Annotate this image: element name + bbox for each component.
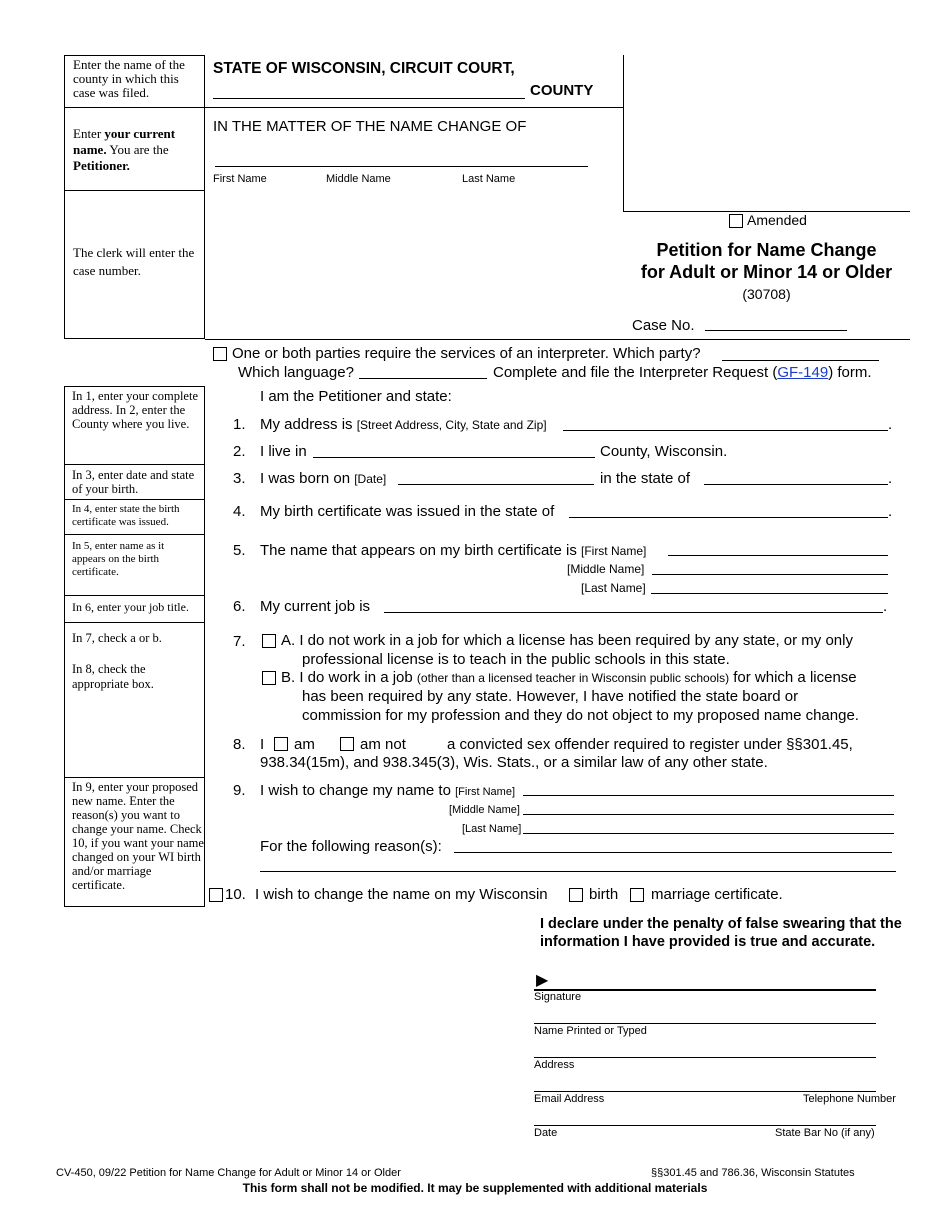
item-10-text: I wish to change the name on my Wisconsin: [255, 886, 548, 903]
amended-checkbox[interactable]: [729, 214, 743, 228]
period: .: [883, 598, 888, 615]
item-number: 9.: [233, 782, 246, 799]
item-5-text: The name that appears on my birth certificate is [First Name]: [260, 542, 647, 559]
item-number: 3.: [233, 470, 246, 487]
period: .: [888, 470, 893, 487]
hint-items-1-2: In 1, enter your complete address. In 2, enter the County where you live.: [72, 389, 198, 431]
item-number: 5.: [233, 542, 246, 559]
item-number: 7.: [233, 633, 246, 650]
divider: [64, 622, 205, 623]
hint-items-9-10: In 9, enter your proposed new name. Enter the reason(s) you want to change your name. Check 10, if you want your name changed on your WI birth and/or marriage certificate.: [72, 780, 204, 892]
footer-form-id: CV-450, 09/22 Petition for Name Change for Adult or Minor 14 or Older: [56, 1167, 401, 1179]
case-no-field[interactable]: [705, 330, 847, 331]
divider: [205, 107, 623, 108]
last-name-label: Last Name: [462, 173, 516, 185]
case-no-label: Case No.: [632, 317, 695, 334]
option-7b-line3: commission for my profession and they do not object to my proposed name change.: [302, 707, 859, 724]
interpreter-line2: Complete and file the Interpreter Request (GF-149) form.: [493, 364, 872, 381]
form-title-line1: Petition for Name Change: [656, 240, 877, 260]
divider: [64, 777, 205, 778]
option-7a-line2: professional license is to teach in the public schools in this state.: [302, 651, 730, 668]
bar-no-label: State Bar No (if any): [775, 1127, 875, 1139]
item-2-suffix: County, Wisconsin.: [600, 443, 728, 460]
period: .: [888, 503, 893, 520]
am-not-checkbox[interactable]: [340, 737, 354, 751]
am-checkbox[interactable]: [274, 737, 288, 751]
hint-item-6: In 6, enter your job title.: [72, 600, 189, 614]
item-3-mid: in the state of: [600, 470, 691, 487]
option-7a-checkbox[interactable]: [262, 634, 276, 648]
divider: [64, 464, 205, 465]
hint-item-5: In 5, enter name as it appears on the birth certificate.: [72, 540, 165, 578]
intro-statement: I am the Petitioner and state:: [260, 388, 452, 405]
birth-last-name-field[interactable]: [651, 593, 888, 594]
reasons-label: For the following reason(s):: [260, 838, 442, 855]
birth-certificate-checkbox[interactable]: [569, 888, 583, 902]
hint-item-3: In 3, enter date and state of your birth.: [72, 468, 195, 496]
item-3-text: I was born on [Date]: [260, 470, 387, 487]
marriage-certificate-checkbox[interactable]: [630, 888, 644, 902]
date-label: Date: [534, 1127, 558, 1139]
divider: [623, 55, 624, 211]
hint-item-4: In 4, enter state the birth certificate was issued.: [72, 503, 180, 528]
first-name-label: First Name: [213, 173, 267, 185]
hint-county: Enter the name of the county in which this case was filed.: [73, 57, 185, 100]
item-number: 2.: [233, 443, 246, 460]
item-4-text: My birth certificate was issued in the state of: [260, 503, 555, 520]
last-name-hint: [Last Name]: [581, 581, 646, 595]
name-printed-field[interactable]: [534, 1023, 876, 1024]
birth-middle-name-field[interactable]: [652, 574, 888, 575]
email-label: Email Address: [534, 1093, 605, 1105]
hint-item-7: In 7, check a or b.: [72, 631, 162, 645]
item-number: 6.: [233, 598, 246, 615]
item-1-text: My address is [Street Address, City, State and Zip]: [260, 416, 547, 433]
interpreter-checkbox[interactable]: [213, 347, 227, 361]
divider: [64, 190, 205, 191]
interpreter-line1: One or both parties require the services of an interpreter. Which party?: [232, 345, 701, 362]
birth-label: birth: [589, 886, 619, 903]
marriage-label: marriage certificate.: [651, 886, 783, 903]
county-label: COUNTY: [530, 82, 594, 99]
item-number: 4.: [233, 503, 246, 520]
birth-first-name-field[interactable]: [668, 555, 888, 556]
interpreter-party-field[interactable]: [722, 360, 879, 361]
petitioner-name-field[interactable]: [215, 166, 588, 167]
middle-name-hint: [Middle Name]: [567, 562, 645, 576]
which-language-label: Which language?: [238, 364, 354, 381]
item-10-checkbox[interactable]: [209, 888, 223, 902]
new-first-name-field[interactable]: [523, 795, 894, 796]
hint-petitioner: Enter your current name. You are the Petitioner.: [73, 126, 176, 173]
divider: [64, 595, 205, 596]
matter-title: IN THE MATTER OF THE NAME CHANGE OF: [213, 118, 527, 135]
last-name-hint: [Last Name]: [462, 823, 522, 835]
date-bar-field[interactable]: [534, 1125, 876, 1126]
divider: [64, 499, 205, 500]
reasons-field-line1[interactable]: [454, 852, 892, 853]
signature-label: Signature: [534, 991, 582, 1003]
option-7b-line2: has been required by any state. However, I have notified the state board or: [302, 688, 799, 705]
option-7b-line1: B. I do work in a job (other than a licensed teacher in Wisconsin public schools) for which a license: [281, 669, 857, 686]
declaration: I declare under the penalty of false swearing that the information I have provided is true and accurate.: [540, 916, 902, 950]
county-of-residence-field[interactable]: [313, 457, 595, 458]
am-label: am: [294, 736, 315, 753]
county-field[interactable]: [213, 98, 525, 99]
item-6-text: My current job is: [260, 598, 371, 615]
court-name: STATE OF WISCONSIN, CIRCUIT COURT,: [213, 60, 515, 77]
telephone-label: Telephone Number: [803, 1093, 896, 1105]
amended-label: Amended: [747, 212, 807, 228]
signature-field[interactable]: [534, 989, 876, 991]
hint-case-number: The clerk will enter the case number.: [73, 245, 195, 278]
hint-item-8: In 8, check the appropriate box.: [72, 662, 154, 691]
new-last-name-field[interactable]: [523, 833, 894, 834]
option-7b-checkbox[interactable]: [262, 671, 276, 685]
certificate-state-field[interactable]: [569, 517, 888, 518]
reasons-field-line2[interactable]: [260, 871, 896, 872]
email-phone-field[interactable]: [534, 1091, 876, 1092]
item-9-text: I wish to change my name to [First Name]: [260, 782, 516, 799]
divider: [205, 339, 910, 340]
arrow-icon: ▶: [536, 972, 549, 989]
form-title-line2: for Adult or Minor 14 or Older: [640, 262, 893, 282]
item-8-i: I: [260, 736, 265, 753]
item-number: 10.: [225, 886, 246, 903]
name-printed-label: Name Printed or Typed: [534, 1025, 647, 1037]
item-8-line2: 938.34(15m), and 938.345(3), Wis. Stats., or a similar law of any other state.: [260, 754, 768, 771]
item-8-line1: a convicted sex offender required to register under §§301.45,: [447, 736, 853, 753]
divider: [64, 107, 205, 108]
address-signature-field[interactable]: [534, 1057, 876, 1058]
middle-name-hint: [Middle Name]: [449, 804, 520, 816]
new-middle-name-field[interactable]: [523, 814, 894, 815]
option-7a-line1: A. I do not work in a job for which a license has been required by any state, or my only: [281, 632, 853, 649]
divider: [64, 534, 205, 535]
birth-state-field[interactable]: [704, 484, 888, 485]
form-code: (30708): [742, 286, 791, 302]
footer-statutes: §§301.45 and 786.36, Wisconsin Statutes: [651, 1167, 855, 1179]
birth-date-field[interactable]: [398, 484, 594, 485]
gf-149-link[interactable]: GF-149: [777, 364, 829, 381]
period: .: [888, 416, 893, 433]
am-not-label: am not: [360, 736, 406, 753]
item-number: 8.: [233, 736, 246, 753]
footer-notice: This form shall not be modified. It may be supplemented with additional materials: [242, 1181, 708, 1195]
job-title-field[interactable]: [384, 612, 883, 613]
address-field[interactable]: [563, 430, 888, 431]
address-label: Address: [534, 1059, 575, 1071]
item-2-text: I live in: [260, 443, 307, 460]
language-field[interactable]: [359, 378, 487, 379]
middle-name-label: Middle Name: [326, 173, 391, 185]
item-number: 1.: [233, 416, 246, 433]
